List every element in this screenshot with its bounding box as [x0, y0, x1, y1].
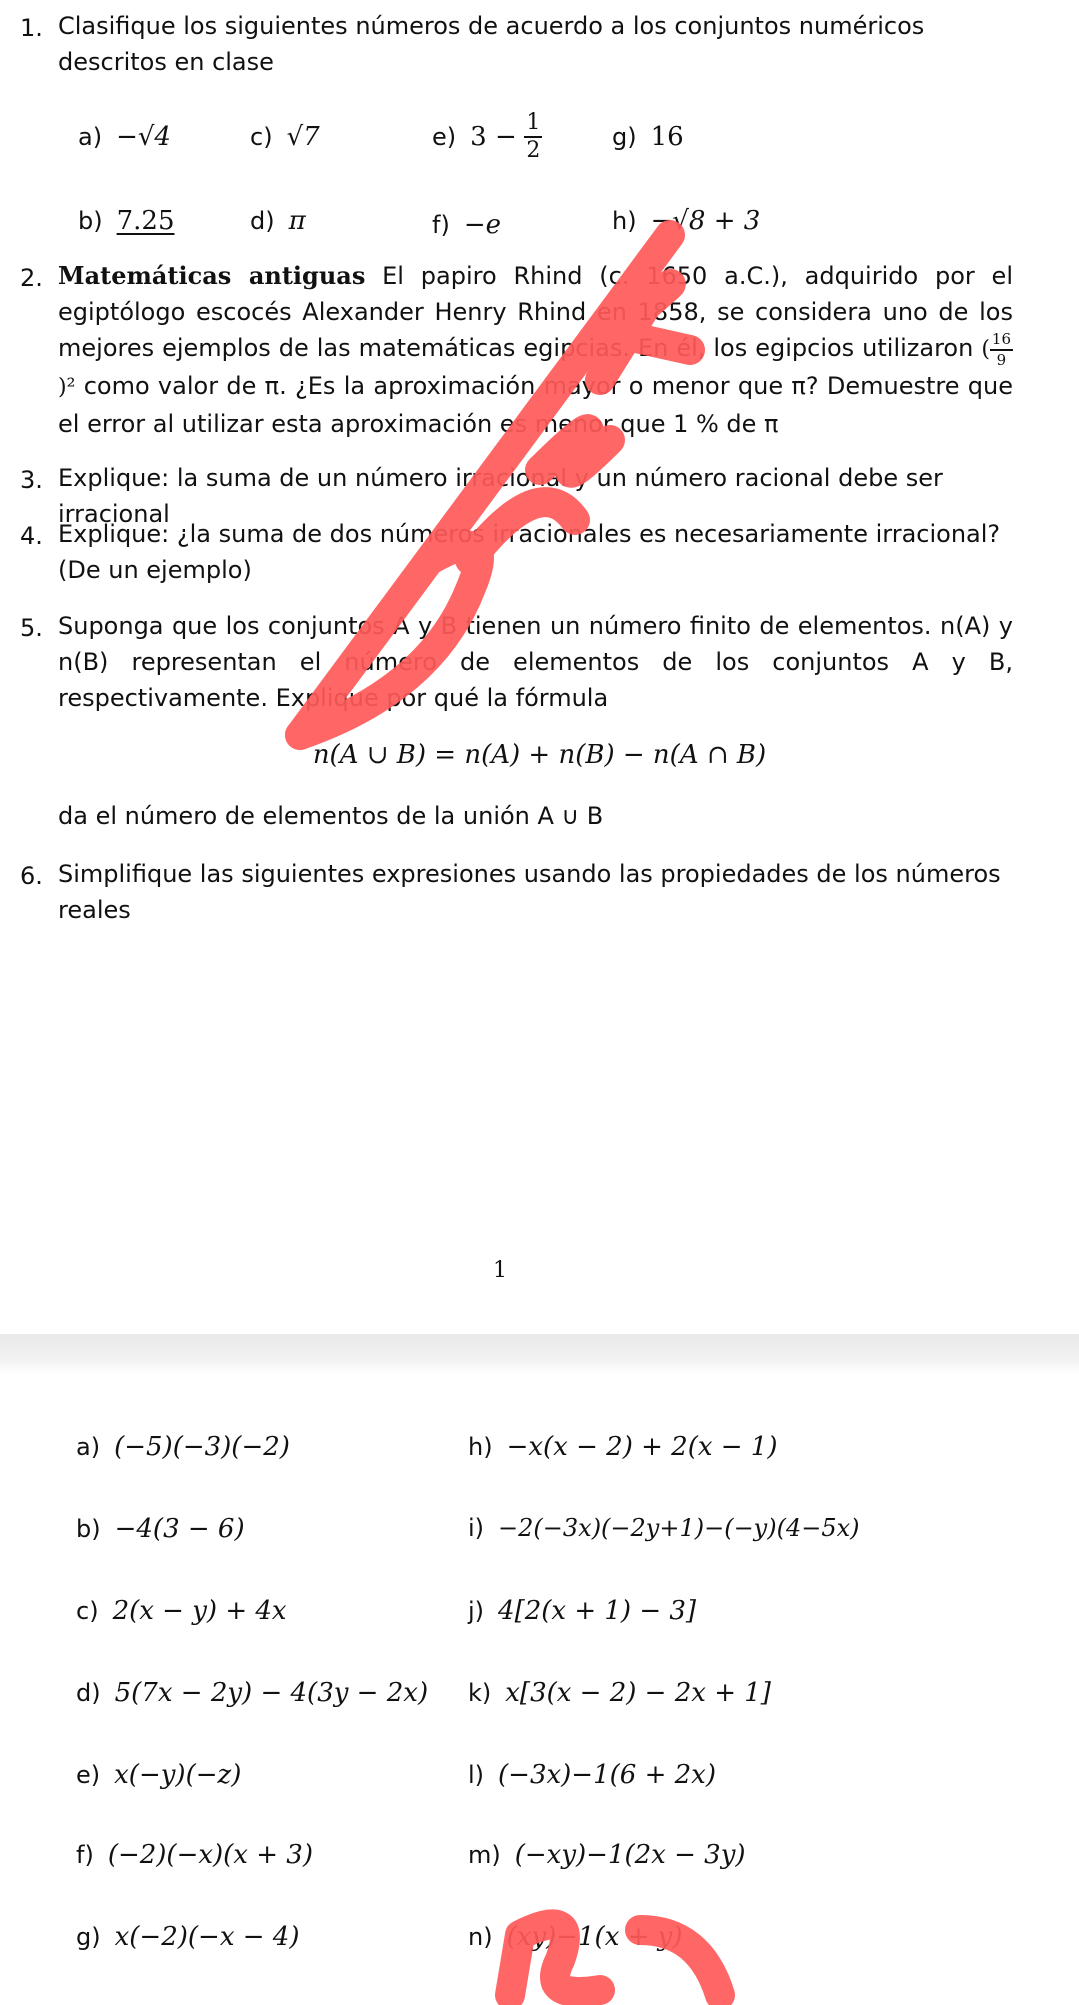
q6-item-f: [76, 1840, 313, 1870]
item-expr: −√8 + 3: [650, 206, 761, 236]
q6-item-m: [468, 1840, 746, 1870]
q6-item-a: [76, 1432, 290, 1462]
q6-item-d: [76, 1678, 428, 1708]
q6-text: Simplifique las siguientes expresiones usando las propiedades de los números reales: [58, 860, 1001, 924]
q6-item-j: [468, 1596, 696, 1626]
item-label: b): [78, 207, 103, 235]
q1-item-e: [432, 112, 542, 162]
item-expr: (−2)(−x)(x + 3): [107, 1840, 313, 1870]
item-label: d): [250, 207, 275, 235]
item-expr: 7.25: [116, 206, 175, 236]
item-expr: 2(x − y) + 4x: [112, 1596, 287, 1626]
item-expr: −e: [463, 210, 501, 240]
q2-text-a: El papiro Rhind (c. 1650 a.C.), adquirido por el egiptólogo escocés Alexander Henry Rhind en 1858, se considera uno de los mejores ejemplos de las matemáticas egipcias. En él, los egipcios utilizaron: [58, 262, 1013, 362]
q1-item-b: [78, 206, 175, 236]
item-label: k): [468, 1679, 492, 1707]
item-label: h): [468, 1433, 493, 1461]
q5-text-after: da el número de elementos de la unión A ∪ B: [58, 802, 604, 830]
item-label: i): [468, 1514, 485, 1542]
fraction: [990, 332, 1013, 368]
item-expr: −2(−3x)(−2y+1)−(−y)(4−5x): [498, 1514, 860, 1542]
item-label: g): [76, 1923, 101, 1951]
q4-number: 4.: [20, 522, 43, 550]
q1-item-a: [78, 122, 171, 152]
item-label: e): [432, 123, 457, 151]
fraction-denominator: 2: [526, 138, 541, 163]
q6-item-e: [76, 1760, 241, 1790]
item-label: e): [76, 1761, 101, 1789]
item-expr: x(−2)(−x − 4): [114, 1922, 300, 1952]
q1-item-c: [250, 122, 320, 152]
item-expr: 5(7x − 2y) − 4(3y − 2x): [114, 1678, 429, 1708]
q6-item-n: [468, 1922, 683, 1952]
q3-text: Explique: la suma de un número irracional y un número racional debe ser irracional: [58, 464, 943, 528]
item-label: l): [468, 1761, 485, 1789]
item-expr: 4[2(x + 1) − 3]: [498, 1596, 697, 1626]
item-expr: −√4: [116, 122, 171, 152]
item-expr: 3 −: [470, 122, 517, 152]
q2-text-b: como valor de π. ¿Es la aproximación mayor o menor que π? Demuestre que el error al utilizar esta aproximación es menor que 1 % de π: [58, 372, 1013, 438]
item-label: m): [468, 1841, 501, 1869]
fraction-numerator: 1: [524, 112, 542, 138]
q6-item-k: [468, 1678, 771, 1708]
q6-number: 6.: [20, 862, 43, 890]
fraction-denominator: 9: [996, 351, 1007, 369]
item-label: b): [76, 1515, 101, 1543]
page-number: 1: [493, 1258, 507, 1283]
q2-number: 2.: [20, 264, 43, 292]
q6-item-b: [76, 1514, 245, 1544]
page-gap: [0, 1334, 1079, 1374]
item-label: h): [612, 207, 637, 235]
q1-item-h: [612, 206, 760, 236]
page-2: [0, 1374, 1079, 2005]
item-expr: −x(x − 2) + 2(x − 1): [506, 1432, 778, 1462]
item-label: f): [432, 211, 450, 239]
item-expr: (−3x)−1(6 + 2x): [498, 1760, 716, 1790]
item-expr: −4(3 − 6): [114, 1514, 245, 1544]
q6-item-l: [468, 1760, 716, 1790]
item-expr: 16: [650, 122, 684, 152]
q3-number: 3.: [20, 466, 43, 494]
q6-item-h: [468, 1432, 778, 1462]
item-label: f): [76, 1841, 94, 1869]
item-expr: x(−y)(−z): [114, 1760, 242, 1790]
item-label: d): [76, 1679, 101, 1707]
item-label: g): [612, 123, 637, 151]
item-expr: (−xy)−1(2x − 3y): [514, 1840, 746, 1870]
q4-text: Explique: ¿la suma de dos números irracionales es necesariamente irracional? (De un ejemplo): [58, 520, 1001, 584]
q1-item-d: [250, 206, 306, 236]
q6-item-g: [76, 1922, 299, 1952]
item-expr: (xy)−1(x + y): [506, 1922, 683, 1952]
item-label: n): [468, 1923, 493, 1951]
q1-item-f: [432, 210, 501, 240]
item-label: c): [250, 123, 273, 151]
item-expr: x[3(x − 2) − 2x + 1]: [505, 1678, 771, 1708]
q5-number: 5.: [20, 614, 43, 642]
q1-number: 1.: [20, 14, 43, 42]
q6-item-c: [76, 1596, 287, 1626]
fraction-numerator: 16: [990, 332, 1013, 351]
item-label: a): [76, 1433, 101, 1461]
item-expr: √7: [286, 122, 320, 152]
q2-title: Matemáticas antiguas: [58, 261, 366, 290]
q1-text: Clasifique los siguientes números de acuerdo a los conjuntos numéricos descritos en clase: [58, 12, 925, 76]
q1-item-g: [612, 122, 684, 152]
item-label: j): [468, 1597, 485, 1625]
q6-item-i: [468, 1514, 860, 1542]
q2-fraction-expr: ( $\frac{16}{9}$ )²: [58, 330, 1011, 400]
q5-formula: n(A ∪ B) = n(A) + n(B) − n(A ∩ B): [312, 740, 767, 770]
item-expr: (−5)(−3)(−2): [114, 1432, 290, 1462]
item-label: c): [76, 1597, 99, 1625]
item-label: a): [78, 123, 103, 151]
q5-text: Suponga que los conjuntos A y B tienen un número finito de elementos. n(A) y n(B) representan el número de elementos de los conjuntos A y B, respectivamente. Explique por qué la fórmula: [58, 612, 1013, 712]
q2-paragraph: [58, 258, 1013, 442]
item-expr: π: [288, 206, 306, 236]
fraction: [524, 112, 542, 162]
